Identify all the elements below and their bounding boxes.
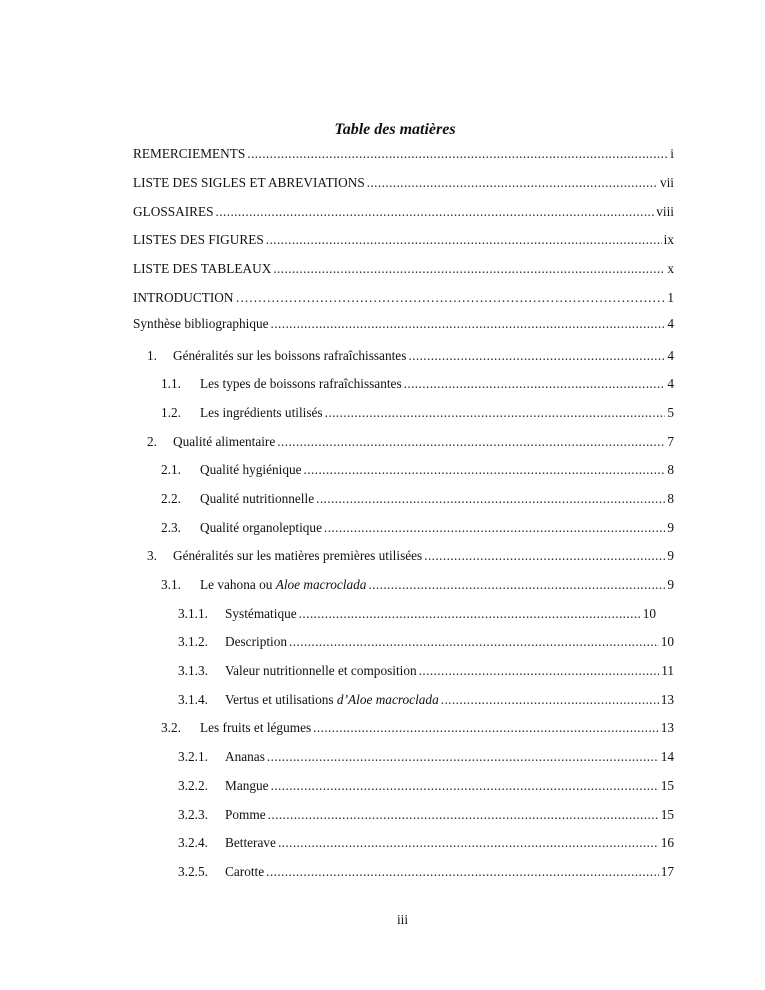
leader-dots (325, 405, 666, 421)
toc-entry-text: LISTE DES SIGLES ET ABREVIATIONS (133, 175, 365, 190)
leader-dots (268, 807, 659, 823)
toc-title: Table des matières (334, 121, 456, 138)
toc-entry-text: Carotte (225, 864, 265, 879)
toc-entry-text: Synthèse bibliographique (133, 316, 269, 331)
toc-entry[interactable] (161, 520, 674, 536)
leader-dots (404, 376, 666, 392)
toc-entry-text-roman: Vertus et utilisations (225, 692, 337, 707)
toc-entry-number: 3.2.3. (178, 807, 208, 822)
toc-entry[interactable] (161, 462, 674, 478)
toc-entry-page: viii (656, 204, 674, 219)
leader-dots (267, 749, 659, 765)
toc-entry-page: 17 (660, 864, 674, 879)
leader-dots (367, 175, 658, 191)
toc-entry-text: Ananas (225, 749, 265, 764)
toc-entry[interactable] (161, 405, 674, 421)
toc-entry-number: 1.2. (161, 405, 181, 420)
leader-dots (419, 663, 660, 679)
toc-entry[interactable] (147, 348, 674, 364)
toc-entry-page: 7 (667, 434, 674, 449)
toc-entry[interactable] (178, 778, 674, 794)
toc-entry[interactable] (178, 634, 674, 650)
leader-dots (266, 864, 659, 880)
toc-entry-text: Mangue (225, 778, 269, 793)
leader-dots (299, 606, 641, 622)
toc-entry-page: 1 (667, 290, 674, 305)
toc-entry[interactable] (161, 376, 674, 392)
toc-entry-text: Les types de boissons rafraîchissantes (200, 376, 402, 391)
toc-entry-number: 3.1.1. (178, 606, 208, 621)
toc-entry-text: LISTE DES TABLEAUX (133, 261, 272, 276)
toc-entry-page: 14 (660, 749, 674, 764)
toc-entry[interactable] (178, 864, 674, 880)
toc-entry-number: 2.1. (161, 462, 181, 477)
page-number: iii (396, 912, 409, 927)
toc-entry[interactable] (133, 316, 674, 332)
toc-entry-page: vii (659, 175, 674, 190)
toc-entry[interactable] (178, 663, 674, 679)
leader-dots (408, 348, 665, 364)
leader-dots (266, 232, 662, 248)
toc-entry-text: Qualité nutritionnelle (200, 491, 315, 506)
toc-entry-text: Généralités sur les matières premières utilisées (173, 548, 423, 563)
toc-entry-page: 10 (660, 634, 674, 649)
toc-entry-page: 13 (660, 720, 674, 735)
leader-dots (304, 462, 666, 478)
toc-entry-page: i (670, 146, 674, 161)
toc-entry-page: 4 (667, 348, 674, 363)
toc-entry-text: Systématique (225, 606, 297, 621)
toc-entry-text: Généralités sur les boissons rafraîchissantes (173, 348, 407, 363)
toc-entry-page: 4 (667, 376, 674, 391)
leader-dots (368, 577, 665, 593)
toc-entry-number: 3.1.2. (178, 634, 208, 649)
toc-entry[interactable] (178, 692, 674, 708)
toc-entry[interactable] (178, 749, 674, 765)
toc-entry-number: 3.2. (161, 720, 181, 735)
toc-entry-page: 8 (667, 491, 674, 506)
toc-entry[interactable] (161, 491, 674, 507)
toc-entry-number: 3. (147, 548, 157, 563)
toc-entry-page: 15 (660, 807, 674, 822)
toc-entry-text: REMERCIEMENTS (133, 146, 246, 161)
leader-dots (441, 692, 659, 708)
toc-entry-text-roman: Le vahona ou (200, 577, 276, 592)
toc-entry-number: 2. (147, 434, 157, 449)
leader-dots (235, 290, 665, 306)
toc-entry-page: 16 (660, 835, 674, 850)
toc-entry-number: 3.1. (161, 577, 181, 592)
leader-dots (271, 316, 666, 332)
leader-dots (424, 548, 665, 564)
toc-entry-page: 5 (667, 405, 674, 420)
toc-entry-text: Les fruits et légumes (200, 720, 312, 735)
toc-entry-number: 1.1. (161, 376, 181, 391)
leader-dots (316, 491, 665, 507)
leader-dots (313, 720, 659, 736)
toc-entry-number: 3.2.2. (178, 778, 208, 793)
toc-entry-page: 8 (667, 462, 674, 477)
toc-entry-number: 2.2. (161, 491, 181, 506)
toc-entry[interactable] (133, 146, 674, 162)
toc-entry-number: 2.3. (161, 520, 181, 535)
toc-entry-text: Qualité organoleptique (200, 520, 322, 535)
toc-entry-page: 9 (667, 520, 674, 535)
toc-entry-text: Qualité hygiénique (200, 462, 302, 477)
toc-entry[interactable] (133, 175, 674, 191)
toc-entry-number: 3.2.1. (178, 749, 208, 764)
toc-entry[interactable] (178, 835, 674, 851)
toc-entry-page: 4 (667, 316, 674, 331)
toc-entry[interactable] (178, 606, 656, 622)
leader-dots (289, 634, 659, 650)
toc-entry[interactable] (161, 577, 674, 593)
toc-entry-page: x (667, 261, 674, 276)
toc-entry-text: Les ingrédients utilisés (200, 405, 323, 420)
toc-entry[interactable] (133, 261, 674, 277)
toc-entry-text: Description (225, 634, 288, 649)
leader-dots (277, 434, 665, 450)
toc-entry-page: 10 (642, 606, 656, 621)
toc-entry-text: GLOSSAIRES (133, 204, 214, 219)
toc-entry-page: 9 (667, 548, 674, 563)
toc-entry[interactable] (178, 807, 674, 823)
leader-dots (278, 835, 659, 851)
toc-entry-text-italic: d’Aloe macroclada (336, 692, 439, 707)
leader-dots (324, 520, 665, 536)
toc-entry-number: 3.2.5. (178, 864, 208, 879)
toc-entry-number: 3.1.3. (178, 663, 208, 678)
leader-dots (271, 778, 659, 794)
toc-entry[interactable] (133, 290, 674, 306)
toc-entry-page: 11 (661, 663, 674, 678)
toc-entry-page: 15 (660, 778, 674, 793)
leader-dots (216, 204, 655, 220)
leader-dots (273, 261, 665, 277)
toc-entry-page: ix (663, 232, 674, 247)
toc-entry[interactable] (147, 434, 674, 450)
toc-entry-text: Qualité alimentaire (173, 434, 276, 449)
toc-entry-page: 13 (660, 692, 674, 707)
toc-entry-text (225, 692, 439, 708)
toc-entry-text: Valeur nutritionnelle et composition (225, 663, 417, 678)
toc-entry[interactable] (133, 204, 674, 220)
toc-entry-text: Betterave (225, 835, 276, 850)
toc-entry-text: Pomme (225, 807, 266, 822)
toc-entry-number: 1. (147, 348, 157, 363)
toc-entry-text-italic: Aloe macroclada (275, 577, 367, 592)
toc-entry-number: 3.2.4. (178, 835, 208, 850)
toc-entry-text: LISTES DES FIGURES (133, 232, 264, 247)
leader-dots (247, 146, 668, 162)
toc-entry-number: 3.1.4. (178, 692, 208, 707)
toc-entry-page: 9 (667, 577, 674, 592)
toc-entry-text (200, 577, 366, 593)
toc-entry-text: INTRODUCTION (133, 290, 234, 305)
toc-entry[interactable] (161, 720, 674, 736)
toc-entry[interactable] (147, 548, 674, 564)
toc-entry[interactable] (133, 232, 674, 248)
